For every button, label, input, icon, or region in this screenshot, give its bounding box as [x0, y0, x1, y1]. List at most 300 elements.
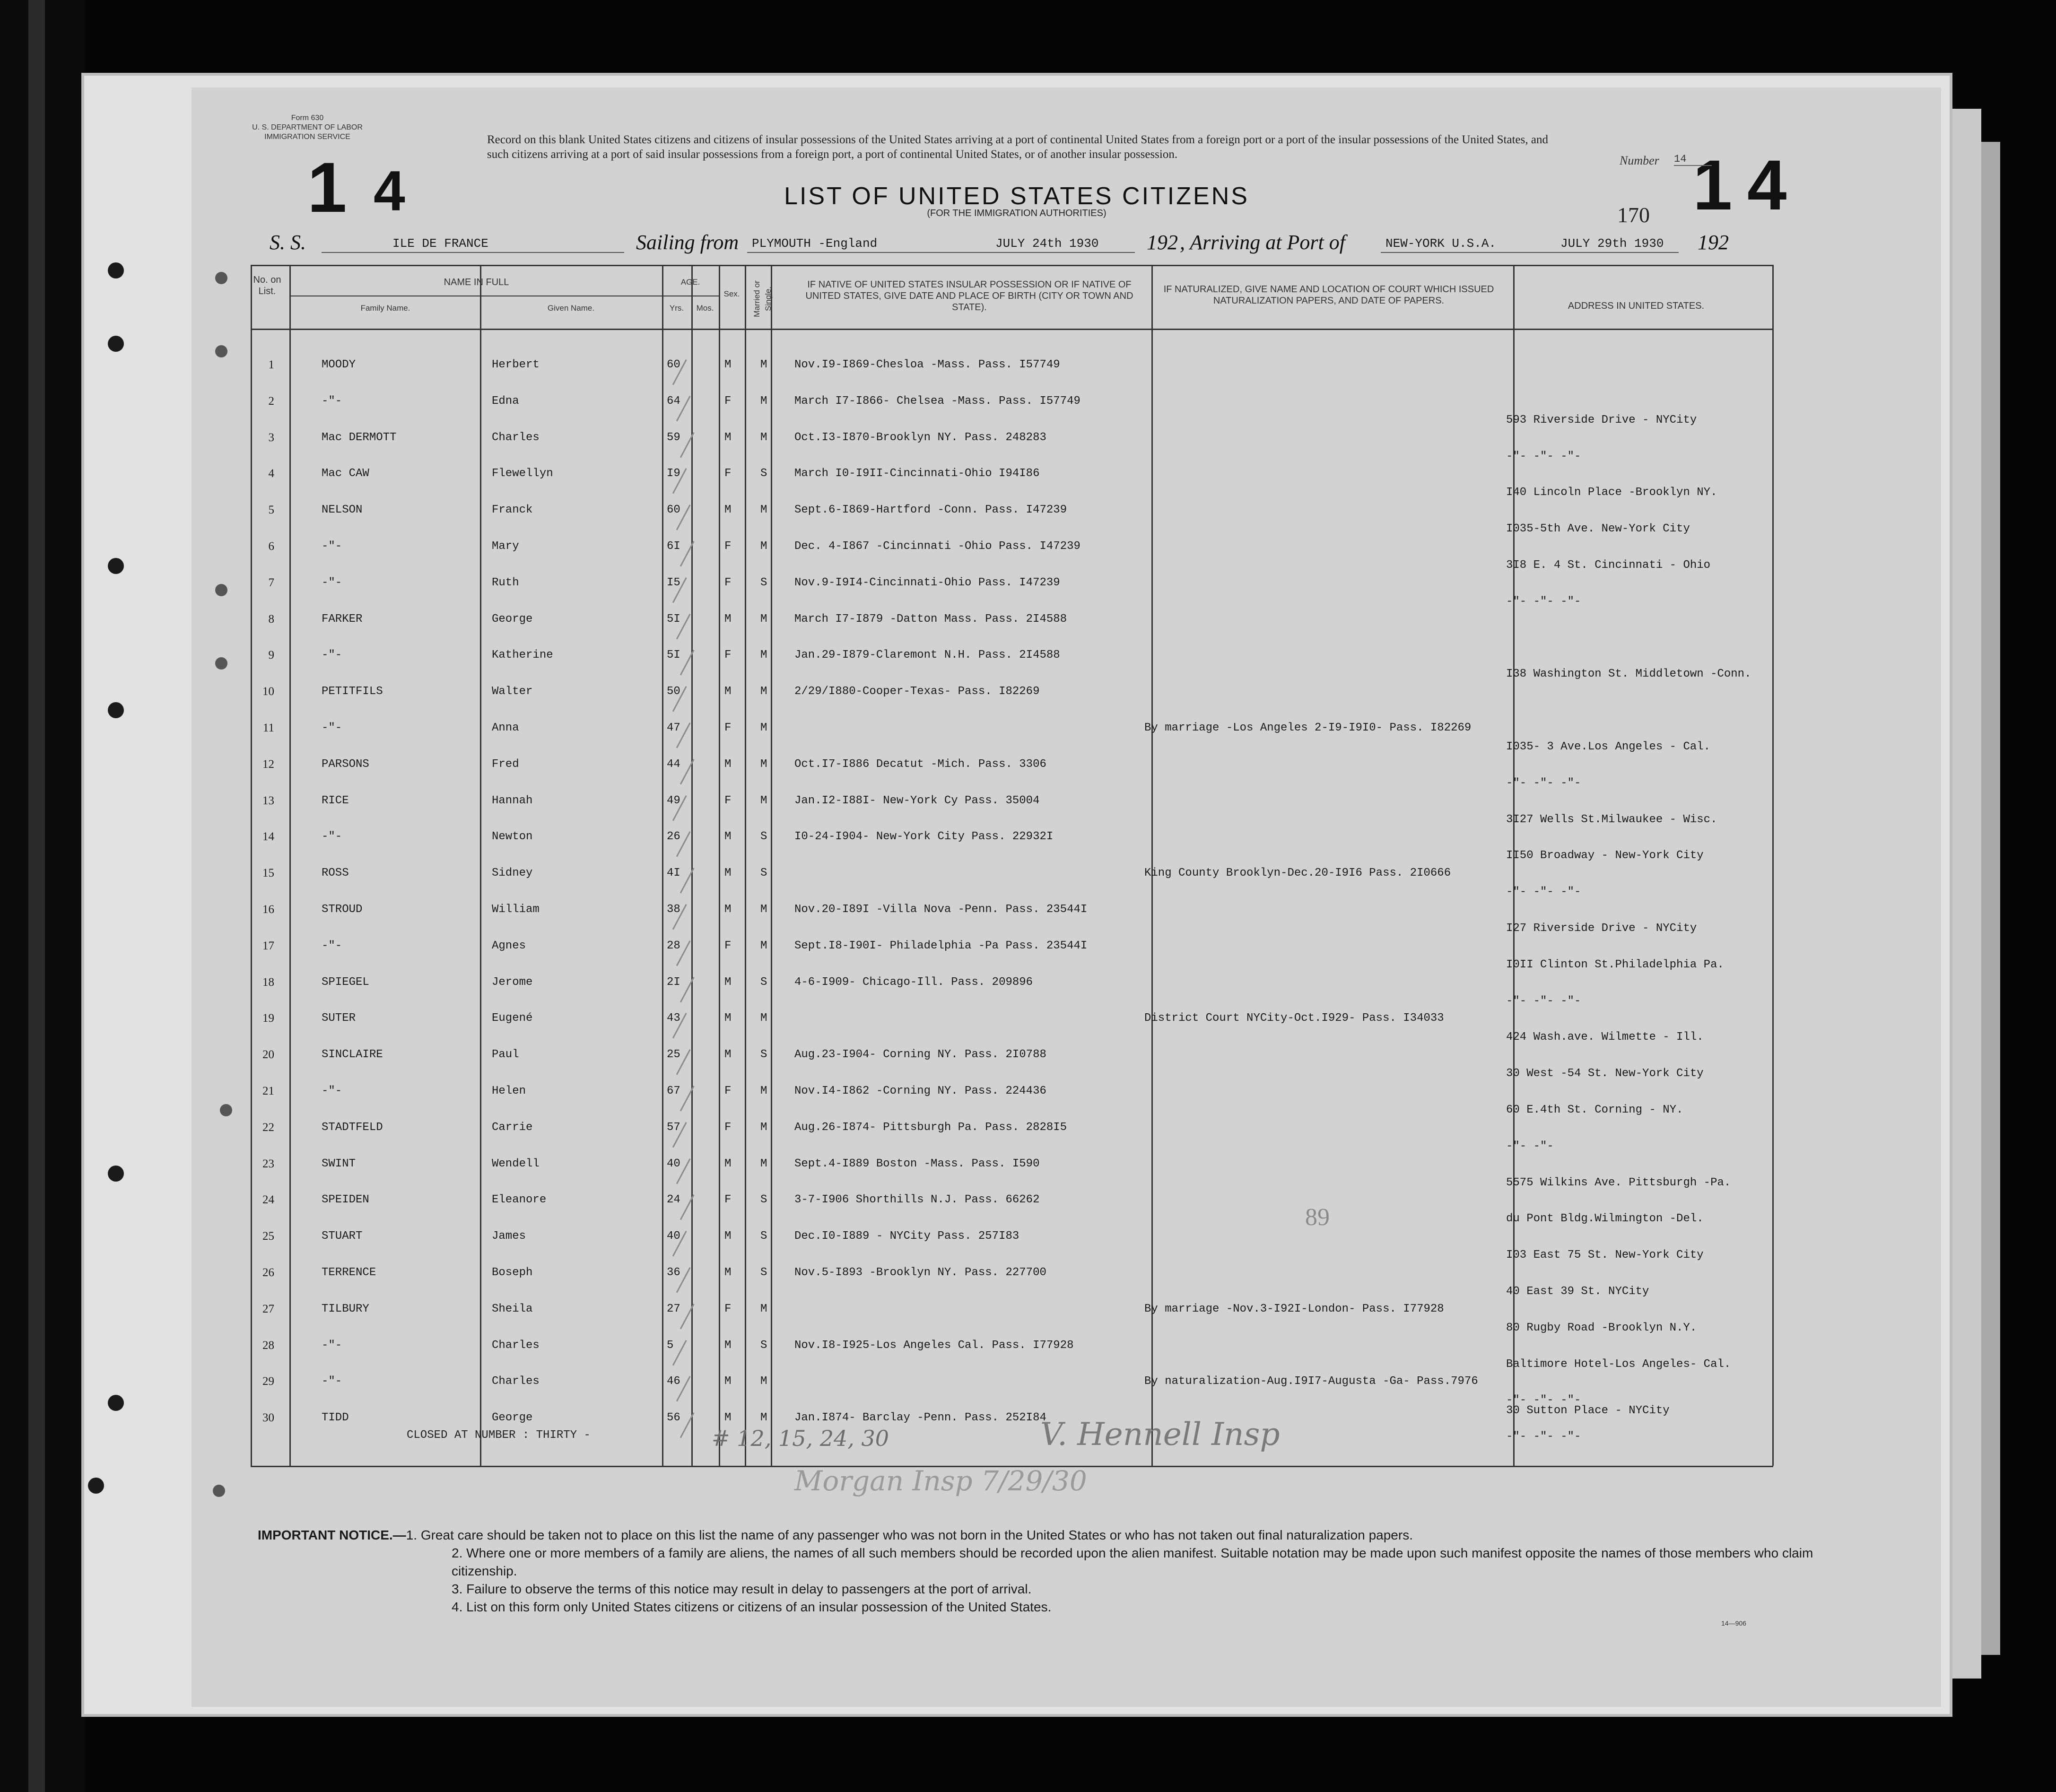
- row-number: 29: [262, 1375, 274, 1388]
- marital-status: M: [760, 612, 767, 626]
- age-years: 57: [667, 1121, 680, 1134]
- family-name: -"-: [322, 649, 342, 662]
- naturalization-info: By marriage -Los Angeles 2-I9-I9I0- Pass. I82269: [1144, 722, 1472, 734]
- birth-info: Sept.I8-I90I- Philadelphia -Pa Pass. 23544I: [794, 939, 1088, 952]
- birth-info: March I0-I9II-Cincinnati-Ohio I94I86: [794, 467, 1040, 480]
- sex: M: [724, 867, 732, 880]
- birth-info: Aug.23-I904- Corning NY. Pass. 2I0788: [794, 1048, 1046, 1061]
- row-number: 2: [268, 394, 274, 408]
- col-divider-family: [480, 265, 481, 1466]
- sex: F: [724, 1302, 732, 1315]
- marital-status: S: [760, 1048, 767, 1061]
- form-identifier: [241, 113, 374, 142]
- given-name: James: [492, 1230, 526, 1243]
- row-number: 21: [262, 1085, 274, 1097]
- punch-hole: [108, 702, 124, 718]
- row-number: 15: [262, 867, 274, 880]
- col-divider-sex: [745, 265, 746, 1466]
- age-years: 60: [667, 358, 680, 371]
- age-years: 25: [667, 1048, 680, 1061]
- marital-status: M: [760, 685, 767, 698]
- sex: F: [724, 394, 732, 408]
- header-sex: Sex.: [723, 289, 740, 298]
- sex: M: [724, 903, 732, 916]
- row-number: 26: [262, 1266, 274, 1279]
- age-years: 28: [667, 939, 680, 952]
- birth-info: Jan.I2-I88I- New-York Cy Pass. 35004: [794, 794, 1040, 807]
- row-number: 23: [262, 1157, 274, 1170]
- address: 60 E.4th St. Corning - NY.: [1506, 1104, 1683, 1116]
- notice-item-1: 1. Great care should be taken not to place on this list the name of any passenger who was not born in the United States or who has not taken out final naturalization papers.: [406, 1528, 1413, 1542]
- given-name: Edna: [492, 394, 519, 408]
- sex: M: [724, 830, 732, 844]
- marital-status: S: [760, 830, 767, 844]
- year-suffix-1: 192: [1147, 231, 1178, 254]
- given-name: Charles: [492, 1339, 540, 1352]
- sex: F: [724, 467, 732, 480]
- notice-item-2: 2. Where one or more members of a family are aliens, the names of all such members should be recorded upon the alien manifest. Suitable notation may be made upon such manifest opposite the names of those members who claim citizenship.: [452, 1546, 1813, 1578]
- marital-status: M: [760, 939, 767, 952]
- given-name: Hannah: [492, 794, 533, 807]
- address: I035- 3 Ave.Los Angeles - Cal.: [1506, 740, 1711, 753]
- sex: M: [724, 1048, 732, 1061]
- birth-info: 3-7-I906 Shorthills N.J. Pass. 66262: [794, 1193, 1040, 1207]
- sex: F: [724, 576, 732, 589]
- marital-status: M: [760, 504, 767, 517]
- family-name: STROUD: [322, 903, 363, 916]
- arriving-underline: [1381, 252, 1679, 253]
- marital-status: S: [760, 1339, 767, 1352]
- header-name-in-full: NAME IN FULL: [444, 277, 509, 287]
- sex: M: [724, 1012, 732, 1025]
- naturalization-info: District Court NYCity-Oct.I929- Pass. I34033: [1144, 1012, 1444, 1025]
- family-name: -"-: [322, 576, 342, 589]
- header-age: AGE.: [680, 278, 700, 287]
- address: 40 East 39 St. NYCity: [1506, 1285, 1649, 1298]
- given-name: Charles: [492, 431, 540, 444]
- row-number: 11: [262, 722, 274, 734]
- row-number: 10: [262, 685, 274, 698]
- family-name: -"-: [322, 1339, 342, 1352]
- marital-status: M: [760, 722, 767, 734]
- address: II50 Broadway - New-York City: [1506, 849, 1704, 862]
- notice-line-2: [258, 1544, 1818, 1580]
- birth-info: Nov.I9-I869-Chesloa -Mass. Pass. I57749: [794, 358, 1060, 371]
- given-name: Walter: [492, 685, 533, 698]
- given-name: Franck: [492, 504, 533, 517]
- sex: M: [724, 1266, 732, 1279]
- address: 593 Riverside Drive - NYCity: [1506, 413, 1697, 426]
- address: I0II Clinton St.Philadelphia Pa.: [1506, 958, 1724, 971]
- marital-status: M: [760, 794, 767, 807]
- family-name: STADTFELD: [322, 1121, 383, 1134]
- given-name: Eleanore: [492, 1193, 547, 1207]
- naturalization-info: By marriage -Nov.3-I92I-London- Pass. I77928: [1144, 1302, 1444, 1315]
- family-name: TILBURY: [322, 1302, 369, 1315]
- family-name: TIDD: [322, 1411, 349, 1425]
- given-name: William: [492, 903, 540, 916]
- address: -"- -"- -"-: [1506, 994, 1581, 1008]
- header-address: ADDRESS IN UNITED STATES.: [1568, 301, 1705, 311]
- punch-hole: [108, 1395, 124, 1411]
- sex: M: [724, 358, 732, 371]
- age-years: 49: [667, 794, 680, 807]
- address: -"- -"-: [1506, 1140, 1554, 1153]
- age-years: 46: [667, 1375, 680, 1388]
- given-name: Ruth: [492, 576, 519, 589]
- sex: M: [724, 431, 732, 444]
- family-name: FARKER: [322, 612, 363, 626]
- marital-status: S: [760, 1266, 767, 1279]
- header-given-name: Given Name.: [547, 304, 595, 313]
- header-native-birth: IF NATIVE OF UNITED STATES INSULAR POSSESSION OR IF NATIVE OF UNITED STATES, GIVE DATE AND PLACE OF BIRTH (CITY OR TOWN AND STATE).: [805, 279, 1133, 313]
- family-name: PETITFILS: [322, 685, 383, 698]
- family-name: Mac CAW: [322, 467, 369, 480]
- row-number: 20: [262, 1048, 274, 1061]
- table-top-border: [251, 265, 1773, 266]
- punch-hole: [108, 558, 124, 574]
- birth-info: Sept.6-I869-Hartford -Conn. Pass. I47239: [794, 504, 1067, 517]
- sex: F: [724, 649, 732, 662]
- sex: M: [724, 975, 732, 989]
- age-years: 5I: [667, 612, 680, 626]
- address: I035-5th Ave. New-York City: [1506, 522, 1690, 536]
- birth-info: Nov.20-I89I -Villa Nova -Penn. Pass. 23544I: [794, 903, 1088, 916]
- given-name: Wendell: [492, 1157, 540, 1170]
- address: 5575 Wilkins Ave. Pittsburgh -Pa.: [1506, 1176, 1731, 1189]
- address: -"- -"- -"-: [1506, 1394, 1581, 1407]
- given-name: Paul: [492, 1048, 519, 1061]
- family-name: -"-: [322, 1085, 342, 1097]
- marital-status: S: [760, 467, 767, 480]
- row-number: 5: [268, 504, 274, 517]
- list-number-left: 1: [307, 148, 347, 227]
- address: Baltimore Hotel-Los Angeles- Cal.: [1506, 1357, 1731, 1371]
- age-years: 44: [667, 757, 680, 771]
- birth-info: Nov.9-I9I4-Cincinnati-Ohio Pass. I47239: [794, 576, 1060, 589]
- col-divider-mos: [719, 265, 720, 1466]
- row-number: 30: [262, 1411, 274, 1425]
- given-name: Mary: [492, 540, 519, 553]
- punch-hole: [213, 1485, 225, 1497]
- age-years: 27: [667, 1302, 680, 1315]
- marital-status: M: [760, 1302, 767, 1315]
- naturalization-info: By naturalization-Aug.I9I7-Augusta -Ga- Pass.7976: [1144, 1375, 1478, 1388]
- punch-hole: [108, 336, 124, 352]
- family-name: SPIEGEL: [322, 975, 369, 989]
- notice-line-1: [258, 1526, 1818, 1544]
- sex: F: [724, 939, 732, 952]
- punch-hole: [220, 1104, 232, 1116]
- birth-info: 4-6-I909- Chicago-Ill. Pass. 209896: [794, 975, 1033, 989]
- address: du Pont Bldg.Wilmington -Del.: [1506, 1212, 1704, 1226]
- birth-info: I0-24-I904- New-York City Pass. 22932I: [794, 830, 1054, 844]
- age-years: 4I: [667, 867, 680, 880]
- family-name: -"-: [322, 939, 342, 952]
- marital-status: M: [760, 903, 767, 916]
- address: -"- -"- -"-: [1506, 886, 1581, 899]
- notice-line-4: [258, 1598, 1818, 1616]
- sex: F: [724, 722, 732, 734]
- age-years: 26: [667, 830, 680, 844]
- handwritten-row-numbers: # 12, 15, 24, 30: [712, 1426, 889, 1451]
- age-years: 59: [667, 431, 680, 444]
- row-number: 18: [262, 975, 274, 989]
- department-name: U. S. DEPARTMENT OF LABOR: [252, 123, 363, 131]
- header-married-single: Married or Single.: [752, 280, 773, 317]
- sex: M: [724, 1411, 732, 1425]
- punch-hole: [215, 345, 227, 357]
- sailing-label: Sailing from: [636, 231, 739, 254]
- address: 3I8 E. 4 St. Cincinnati - Ohio: [1506, 559, 1711, 572]
- address: I40 Lincoln Place -Brooklyn NY.: [1506, 486, 1717, 499]
- family-name: Mac DERMOTT: [322, 431, 397, 444]
- sex: M: [724, 1157, 732, 1170]
- row-number: 24: [262, 1193, 274, 1207]
- form-code: 14—906: [1721, 1619, 1746, 1627]
- marital-status: M: [760, 1121, 767, 1134]
- given-name: Sidney: [492, 867, 533, 880]
- address: 30 West -54 St. New-York City: [1506, 1067, 1704, 1080]
- col-edge-left: [251, 265, 252, 1466]
- row-number: 4: [268, 467, 274, 480]
- given-name: Herbert: [492, 358, 540, 371]
- family-name: SUTER: [322, 1012, 356, 1025]
- family-name: TERRENCE: [322, 1266, 376, 1279]
- header-family-name: Family Name.: [360, 304, 410, 313]
- family-name: -"-: [322, 1375, 342, 1388]
- sex: M: [724, 757, 732, 771]
- birth-info: Nov.I8-I925-Los Angeles Cal. Pass. I77928: [794, 1339, 1074, 1352]
- given-name: Helen: [492, 1085, 526, 1097]
- birth-info: Jan.I874- Barclay -Penn. Pass. 252I84: [794, 1411, 1046, 1425]
- family-name: -"-: [322, 394, 342, 408]
- marital-status: M: [760, 358, 767, 371]
- row-number: 17: [262, 939, 274, 952]
- family-name: -"-: [322, 540, 342, 553]
- given-name: George: [492, 612, 533, 626]
- family-name: STUART: [322, 1230, 363, 1243]
- row-number: 22: [262, 1121, 274, 1134]
- extra-address: 30 Sutton Place - NYCity: [1506, 1404, 1670, 1417]
- row-number: 16: [262, 903, 274, 916]
- sex: M: [724, 612, 732, 626]
- address: 80 Rugby Road -Brooklyn N.Y.: [1506, 1321, 1697, 1334]
- birth-info: Oct.I7-I886 Decatut -Mich. Pass. 3306: [794, 757, 1046, 771]
- row-number: 6: [268, 540, 274, 553]
- birth-info: 2/29/I880-Cooper-Texas- Pass. I82269: [794, 685, 1040, 698]
- given-name: Eugené: [492, 1012, 533, 1025]
- list-number-right: 1: [1693, 145, 1733, 225]
- age-years: 5I: [667, 649, 680, 662]
- row-number: 28: [262, 1339, 274, 1352]
- row-number: 19: [262, 1012, 274, 1025]
- year-suffix-2: 192: [1698, 231, 1729, 254]
- col-divider-yrs: [691, 265, 693, 1466]
- inspector-signature-2: Morgan Insp 7/29/30: [794, 1465, 1087, 1497]
- page-subtitle: (FOR THE IMMIGRATION AUTHORITIES): [927, 208, 1106, 218]
- family-name: SINCLAIRE: [322, 1048, 383, 1061]
- family-name: -"-: [322, 830, 342, 844]
- page-title: LIST OF UNITED STATES CITIZENS: [784, 183, 1249, 210]
- notice-item-3: 3. Failure to observe the terms of this notice may result in delay to passengers at the port of arrival.: [452, 1582, 1032, 1596]
- address: -"- -"- -"-: [1506, 595, 1581, 608]
- punch-hole: [108, 1166, 124, 1182]
- row-number: 8: [268, 612, 274, 626]
- birth-info: Dec.I0-I889 - NYCity Pass. 257I83: [794, 1230, 1019, 1243]
- family-name: MOODY: [322, 358, 356, 371]
- arriving-label: , Arriving at Port of: [1180, 231, 1345, 254]
- marital-status: S: [760, 975, 767, 989]
- address: I03 East 75 St. New-York City: [1506, 1249, 1704, 1262]
- age-years: 67: [667, 1085, 680, 1097]
- marital-status: M: [760, 757, 767, 771]
- col-divider-marital: [771, 265, 772, 1466]
- row-number: 25: [262, 1230, 274, 1243]
- marital-status: M: [760, 540, 767, 553]
- form-page: [192, 87, 1941, 1707]
- arriving-port: NEW-YORK U.S.A.: [1385, 236, 1497, 251]
- given-name: George: [492, 1411, 533, 1425]
- marital-status: S: [760, 867, 767, 880]
- marital-status: S: [760, 576, 767, 589]
- sex: F: [724, 1121, 732, 1134]
- sex: F: [724, 540, 732, 553]
- sex: M: [724, 685, 732, 698]
- punch-hole: [215, 272, 227, 284]
- left-film-strip: [28, 0, 45, 1792]
- row-number: 9: [268, 649, 274, 662]
- marital-status: M: [760, 1411, 767, 1425]
- sex: M: [724, 1230, 732, 1243]
- address: -"- -"- -"-: [1506, 450, 1581, 463]
- birth-info: Aug.26-I874- Pittsburgh Pa. Pass. 2828I5: [794, 1121, 1067, 1134]
- header-mos: Mos.: [696, 304, 714, 313]
- row-number: 14: [262, 830, 274, 844]
- given-name: Carrie: [492, 1121, 533, 1134]
- arriving-date: JULY 29th 1930: [1560, 236, 1664, 251]
- age-years: I9: [667, 467, 680, 480]
- age-years: 43: [667, 1012, 680, 1025]
- age-years: 40: [667, 1157, 680, 1170]
- given-name: Agnes: [492, 939, 526, 952]
- service-name: IMMIGRATION SERVICE: [264, 133, 350, 141]
- family-name: PARSONS: [322, 757, 369, 771]
- address: I27 Riverside Drive - NYCity: [1506, 922, 1697, 935]
- row-number: 1: [268, 358, 274, 371]
- given-name: Jerome: [492, 975, 533, 989]
- notice-line-3: [258, 1580, 1818, 1598]
- punch-hole: [108, 262, 124, 278]
- col-divider-given: [662, 265, 663, 1466]
- address: 3I27 Wells St.Milwaukee - Wisc.: [1506, 813, 1717, 826]
- birth-info: March I7-I879 -Datton Mass. Pass. 2I4588: [794, 612, 1067, 626]
- birth-info: Dec. 4-I867 -Cincinnati -Ohio Pass. I47239: [794, 540, 1080, 553]
- table-header-bottom-border: [251, 329, 1773, 330]
- age-years: 40: [667, 1230, 680, 1243]
- birth-info: Sept.4-I889 Boston -Mass. Pass. I590: [794, 1157, 1040, 1170]
- address: -"- -"- -"-: [1506, 1430, 1581, 1444]
- page-number: 170: [1617, 203, 1650, 227]
- birth-info: March I7-I866- Chelsea -Mass. Pass. I57749: [794, 394, 1080, 408]
- family-name: SWINT: [322, 1157, 356, 1170]
- address: I38 Washington St. Middletown -Conn.: [1506, 668, 1751, 681]
- sex: F: [724, 794, 732, 807]
- age-years: 6I: [667, 540, 680, 553]
- family-name: -"-: [322, 722, 342, 734]
- row-number: 7: [268, 576, 274, 589]
- marital-status: M: [760, 1375, 767, 1388]
- birth-info: Jan.29-I879-Claremont N.H. Pass. 2I4588: [794, 649, 1060, 662]
- number-label: Number: [1620, 154, 1659, 167]
- ss-label: S. S.: [270, 231, 306, 254]
- age-years: 2I: [667, 975, 680, 989]
- col-divider-no: [289, 265, 291, 1466]
- closed-at-number: CLOSED AT NUMBER : THIRTY -: [407, 1429, 591, 1442]
- ship-name-underline: [322, 252, 624, 253]
- col-edge-right: [1772, 265, 1774, 1466]
- header-yrs: Yrs.: [669, 304, 684, 313]
- family-name: RICE: [322, 794, 349, 807]
- age-years: 24: [667, 1193, 680, 1207]
- address: -"- -"- -"-: [1506, 776, 1581, 790]
- birth-info: Oct.I3-I870-Brooklyn NY. Pass. 248283: [794, 431, 1046, 444]
- sex: F: [724, 1193, 732, 1207]
- age-years: 60: [667, 504, 680, 517]
- given-name: Flewellyn: [492, 467, 553, 480]
- marital-status: M: [760, 649, 767, 662]
- punch-hole: [215, 584, 227, 596]
- marital-status: S: [760, 1193, 767, 1207]
- given-name: Boseph: [492, 1266, 533, 1279]
- family-name: SPEIDEN: [322, 1193, 369, 1207]
- punch-hole: [215, 657, 227, 670]
- age-years: I5: [667, 576, 680, 589]
- given-name: Newton: [492, 830, 533, 844]
- naturalization-info: King County Brooklyn-Dec.20-I9I6 Pass. 2I0666: [1144, 867, 1451, 880]
- header-no-on-list: No. on List.: [253, 275, 281, 296]
- given-name: Anna: [492, 722, 519, 734]
- list-number-right-2: 4: [1747, 145, 1787, 225]
- given-name: Charles: [492, 1375, 540, 1388]
- row-number: 12: [262, 757, 274, 771]
- number-value: 14: [1674, 153, 1712, 166]
- stamp-number: 89: [1305, 1204, 1330, 1231]
- row-number: 3: [268, 431, 274, 444]
- sailing-date: JULY 24th 1930: [995, 236, 1099, 251]
- age-years: 64: [667, 394, 680, 408]
- col-divider-birth: [1151, 265, 1153, 1466]
- header-naturalized: IF NATURALIZED, GIVE NAME AND LOCATION OF COURT WHICH ISSUED NATURALIZATION PAPERS, AND DATE OF PAPERS.: [1163, 284, 1494, 306]
- marital-status: M: [760, 394, 767, 408]
- age-years: 47: [667, 722, 680, 734]
- age-years: 5: [667, 1339, 674, 1352]
- ship-name: ILE DE FRANCE: [392, 236, 488, 251]
- given-name: Katherine: [492, 649, 553, 662]
- sailing-from: PLYMOUTH -England: [752, 236, 878, 251]
- age-years: 36: [667, 1266, 680, 1279]
- punch-hole: [88, 1478, 104, 1494]
- birth-info: Nov.I4-I862 -Corning NY. Pass. 224436: [794, 1085, 1046, 1097]
- list-number-left-2: 4: [374, 159, 405, 223]
- sex: F: [724, 1085, 732, 1097]
- sex: M: [724, 1339, 732, 1352]
- age-years: 50: [667, 685, 680, 698]
- form-number: Form 630: [291, 114, 324, 122]
- age-years: 38: [667, 903, 680, 916]
- sailing-underline: [747, 252, 1135, 253]
- row-number: 13: [262, 794, 274, 807]
